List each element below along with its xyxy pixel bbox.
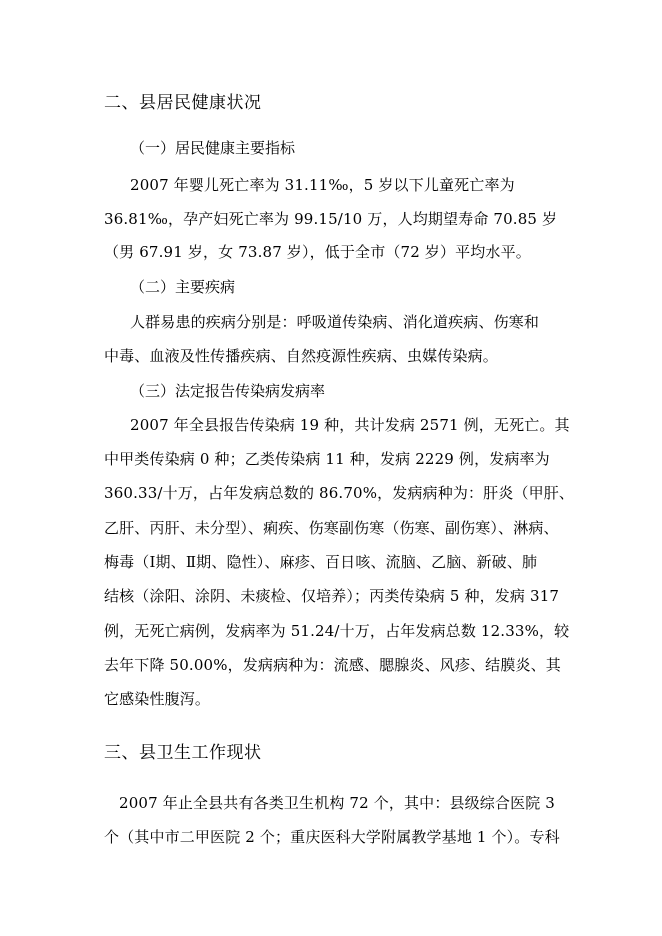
paragraph-line: 中毒、血液及性传播疾病、自然疫源性疾病、虫媒传染病。 [104, 347, 498, 365]
paragraph-line: 乙肝、丙肝、未分型）、痢疾、伤寒副伤寒（伤寒、副伤寒）、淋病、 [104, 519, 559, 537]
paragraph-line: 中甲类传染病 0 种；乙类传染病 11 种，发病 2229 例，发病率为 [104, 450, 550, 468]
paragraph-line: 360.33/十万，占年发病总数的 86.70%，发病病种为：肝炎（甲肝、 [104, 484, 575, 502]
paragraph-line: 2007 年全县报告传染病 19 种，共计发病 2571 例，无死亡。其 [130, 416, 570, 434]
paragraph-line: 去年下降 50.00%，发病病种为：流感、腮腺炎、风疹、结膜炎、其 [104, 656, 561, 674]
paragraph-line: （男 67.91 岁，女 73.87 岁），低于全市（72 岁）平均水平。 [104, 243, 531, 261]
subsection-3-title: （三）法定报告传染病发病率 [130, 382, 326, 400]
subsection-2-title: （二）主要疾病 [130, 278, 236, 296]
section-2-heading: 二、县居民健康状况 [104, 93, 262, 113]
paragraph-line: 它感染性腹泻。 [104, 690, 211, 708]
paragraph-line: 个（其中市二甲医院 2 个；重庆医科大学附属教学基地 1 个）。专科 [104, 828, 560, 846]
subsection-1-title: （一）居民健康主要指标 [130, 139, 296, 157]
paragraph-line: 2007 年止全县共有各类卫生机构 72 个，其中：县级综合医院 3 [119, 794, 555, 812]
paragraph-line: 结核（涂阳、涂阴、未痰检、仅培养）；丙类传染病 5 种，发病 317 [104, 587, 560, 605]
paragraph-line: 例，无死亡病例，发病率为 51.24/十万，占年发病总数 12.33%，较 [104, 622, 570, 640]
paragraph-line: 2007 年婴儿死亡率为 31.11‰，5 岁以下儿童死亡率为 [130, 176, 515, 194]
paragraph-line: 梅毒（Ⅰ期、Ⅱ期、隐性）、麻疹、百日咳、流脑、乙脑、新破、肺 [104, 553, 538, 571]
section-3-heading: 三、县卫生工作现状 [104, 743, 262, 763]
paragraph-line: 36.81‰，孕产妇死亡率为 99.15/10 万，人均期望寿命 70.85 岁 [104, 210, 558, 228]
paragraph-line: 人群易患的疾病分别是：呼吸道传染病、消化道疾病、伤寒和 [130, 313, 540, 331]
